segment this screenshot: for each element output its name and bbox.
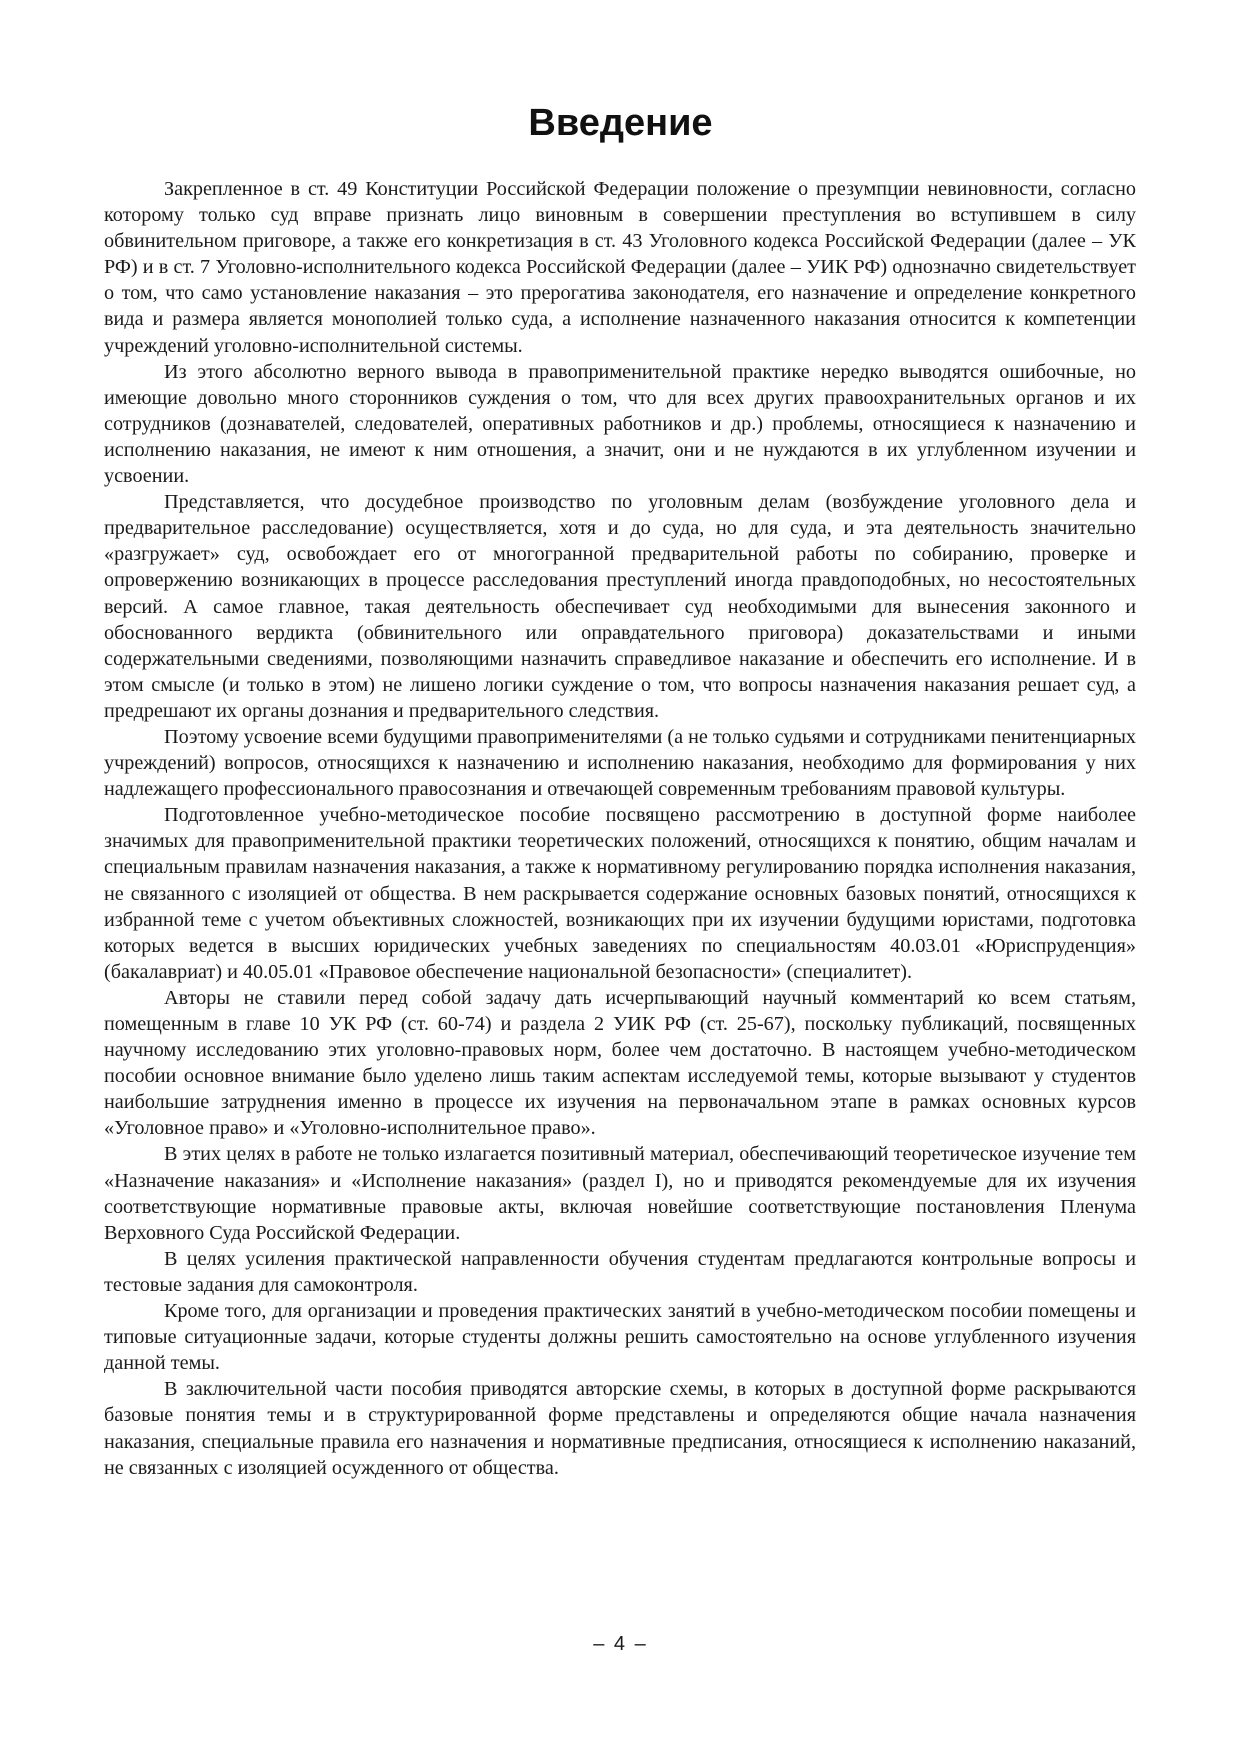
- page-title: Введение: [528, 102, 713, 144]
- paragraph-2: Из этого абсолютно верного вывода в правоприменительной практике нередко выводятся ошибочные, но имеющие довольно много сторонников суждения о том, что для всех других правоохранительных органов и их сотрудников (дознавателей, следователей, оперативных работников и др.) проблемы, относящиеся к назначению и исполнению наказания, не имеют к ним отношения, а значит, они и не нуждаются в их углубленном изучении и усвоении.: [104, 360, 1136, 488]
- paragraph-1: Закрепленное в ст. 49 Конституции Российской Федерации положение о презумпции невиновности, согласно которому только суд вправе признать лицо виновным в совершении преступления во вступившем в силу обвинительном приговоре, а также его конкретизация в ст. 43 Уголовного кодекса Российской Федерации (далее – УК РФ) и в ст. 7 Уголовно-исполнительного кодекса Российской Федерации (далее – УИК РФ) однозначно свидетельствует о том, что само установление наказания – это прерогатива законодателя, его назначение и определение конкретного вида и размера является монополией только суда, а исполнение назначенного наказания относится к компетенции учреждений уголовно-исполнительной системы.: [104, 178, 1136, 357]
- body-text: [104, 176, 1136, 1481]
- paragraph-10: В заключительной части пособия приводятся авторские схемы, в которых в доступной форме раскрываются базовые понятия темы и в структурированной форме представлены и определяются общие начала назначения наказания, специальные правила его назначения и нормативные предписания, относящиеся к исполнению наказаний, не связанных с изоляцией осужденного от общества.: [104, 1378, 1136, 1479]
- paragraph-9: Кроме того, для организации и проведения практических занятий в учебно-методическом пособии помещены и типовые ситуационные задачи, которые студенты должны решить самостоятельно на основе углубленного изучения данной темы.: [104, 1300, 1136, 1375]
- paragraph-6: Авторы не ставили перед собой задачу дать исчерпывающий научный комментарий ко всем статьям, помещенным в главе 10 УК РФ (ст. 60-74) и раздела 2 УИК РФ (ст. 25-67), поскольку публикаций, посвященных научному исследованию этих уголовно-правовых норм, более чем достаточно. В настоящем учебно-методическом пособии основное внимание было уделено лишь таким аспектам исследуемой темы, которые вызывают у студентов наибольшие затруднения именно в процессе их изучения на первоначальном этапе в рамках основных курсов «Уголовное право» и «Уголовно-исполнительное право».: [104, 986, 1136, 1140]
- paragraph-3: Представляется, что досудебное производство по уголовным делам (возбуждение уголовного дела и предварительное расследование) осуществляется, хотя и до суда, но для суда, и эта деятельность значительно «разгружает» суд, освобождает его от многогранной предварительной работы по собиранию, проверке и опровержению возникающих в процессе расследования преступлений иногда правдоподобных, но несостоятельных версий. А самое главное, такая деятельность обеспечивает суд необходимыми для вынесения законного и обоснованного вердикта (обвинительного или оправдательного приговора) доказательствами и иными содержательными сведениями, позволяющими назначить справедливое наказание и обеспечить его исполнение. И в этом смысле (и только в этом) не лишено логики суждение о том, что вопросы назначения наказания решает суд, а предрешают их органы дознания и предварительного следствия.: [104, 491, 1136, 722]
- paragraph-7: В этих целях в работе не только излагается позитивный материал, обеспечивающий теоретическое изучение тем «Назначение наказания» и «Исполнение наказания» (раздел I), но и приводятся рекомендуемые для их изучения соответствующие нормативные правовые акты, включая новейшие соответствующие постановления Пленума Верховного Суда Российской Федерации.: [104, 1143, 1136, 1244]
- paragraph-8: В целях усиления практической направленности обучения студентам предлагаются контрольные вопросы и тестовые задания для самоконтроля.: [104, 1247, 1136, 1296]
- page-number: – 4 –: [593, 1633, 648, 1655]
- paragraph-4: Поэтому усвоение всеми будущими правоприменителями (а не только судьями и сотрудниками пенитенциарных учреждений) вопросов, относящихся к назначению и исполнению наказания, необходимо для формирования у них надлежащего профессионального правосознания и отвечающей современным требованиям правовой культуры.: [104, 725, 1136, 801]
- paragraph-5: Подготовленное учебно-методическое пособие посвящено рассмотрению в доступной форме наиболее значимых для правоприменительной практики теоретических положений, относящихся к понятию, общим началам и специальным правилам назначения наказания, а также к нормативному регулированию порядка исполнения наказания, не связанного с изоляцией от общества. В нем раскрывается содержание основных базовых понятий, относящихся к избранной теме с учетом объективных сложностей, возникающих при их изучении будущими юристами, подготовка которых ведется в высших юридических учебных заведениях по специальностям 40.03.01 «Юриспруденция» (бакалавриат) и 40.05.01 «Правовое обеспечение национальной безопасности» (специалитет).: [104, 804, 1136, 983]
